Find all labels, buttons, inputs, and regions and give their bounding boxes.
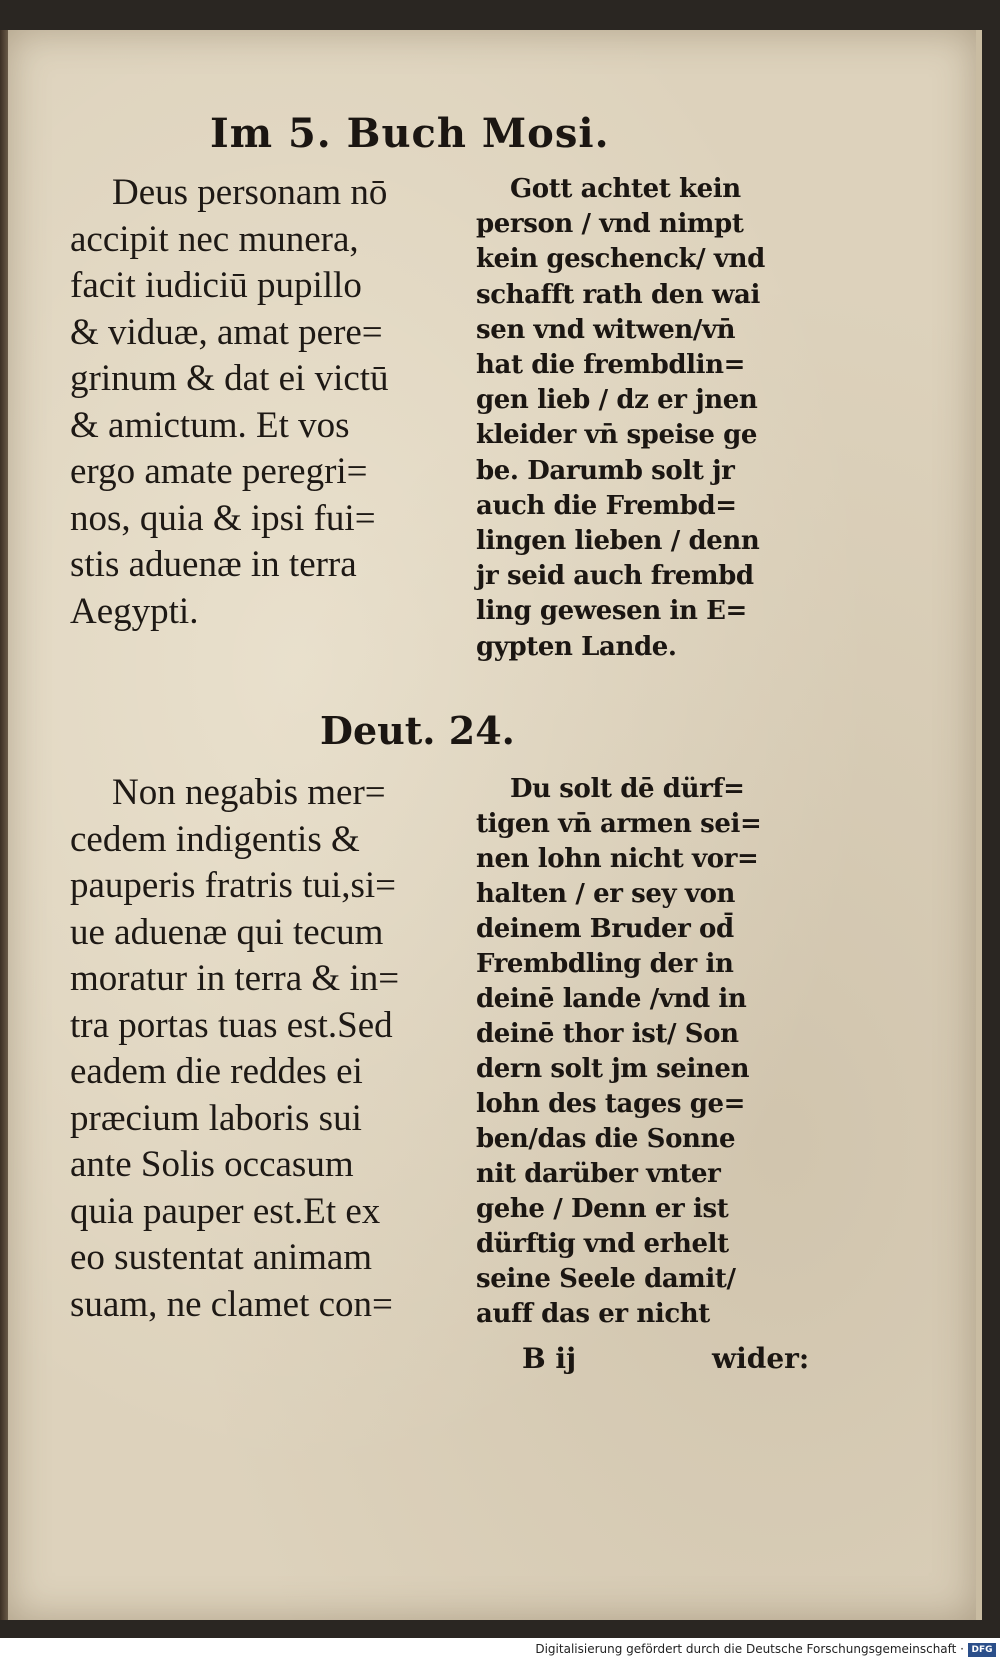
text-line: auff das er nicht <box>476 1299 710 1329</box>
text-line: & viduæ, amat pere= <box>70 311 383 353</box>
footer-bar <box>0 1638 1000 1660</box>
text-line: sen vnd witwen/vn̄ <box>476 314 736 345</box>
text-line: pauperis fratris tui,si= <box>70 865 397 906</box>
signature-mark: B ij <box>522 1342 577 1375</box>
text-line: lingen lieben / denn <box>476 526 760 557</box>
text-line: schafft rath den wai <box>476 279 760 310</box>
text-line: Gott achtet kein <box>510 174 741 204</box>
text-line: tra portas tuas est.Sed <box>70 1004 393 1046</box>
text-line: ergo amate peregri= <box>70 451 368 492</box>
text-line: deinem Bruder od̄ <box>476 914 734 944</box>
text-line: deinē thor ist/ Son <box>476 1019 739 1049</box>
text-line: eo sustentat animam <box>70 1237 373 1278</box>
text-line: ue aduenæ qui tecum <box>70 911 384 953</box>
text-line: seine Seele damit/ <box>476 1264 736 1294</box>
text-line: hat die frembdlin= <box>476 350 745 381</box>
section-heading: Deut. 24. <box>320 708 515 753</box>
text-line: præcium laboris sui <box>70 1097 362 1139</box>
text-line: person / vnd nimpt <box>476 209 744 240</box>
text-line: dürftig vnd erhelt <box>476 1229 729 1259</box>
text-line: Du solt dē dürf= <box>510 774 745 804</box>
running-head: Im 5. Buch Mosi. <box>210 110 610 157</box>
text-line: halten / er sey von <box>476 879 736 909</box>
text-line: ante Solis occasum <box>70 1144 354 1185</box>
text-line: auch die Frembd= <box>476 490 737 521</box>
catchword: wider: <box>712 1342 810 1375</box>
text-line: be. Darumb solt jr <box>476 455 735 486</box>
text-line: cedem indigentis & <box>70 818 360 860</box>
text-line: Deus personam nō <box>112 172 388 213</box>
text-line: moratur in terra & in= <box>70 958 400 999</box>
latin-column-section2 <box>70 770 465 1328</box>
text-line: kleider vn̄ speise ge <box>476 420 758 451</box>
text-line: grinum & dat ei victū <box>70 358 389 399</box>
text-line: deinē lande /vnd in <box>476 984 747 1014</box>
text-line: ben/das die Sonne <box>476 1124 736 1154</box>
text-line: nen lohn nicht vor= <box>476 844 759 874</box>
text-line: Non negabis mer= <box>112 772 386 813</box>
text-line: nit darüber vnter <box>476 1159 721 1189</box>
text-line: nos, quia & ipsi fui= <box>70 497 376 539</box>
german-column-section2 <box>476 772 776 1332</box>
text-line: kein geschenck/ vnd <box>476 244 765 275</box>
text-line: facit iudiciū pupillo <box>70 265 362 306</box>
text-line: eadem die reddes ei <box>70 1051 363 1092</box>
text-line: tigen vn̄ armen sei= <box>476 809 762 839</box>
latin-column-section1 <box>70 170 465 635</box>
text-line: gypten Lande. <box>476 631 677 662</box>
text-line: ling gewesen in E= <box>476 596 747 627</box>
dfg-logo: DFG <box>968 1643 996 1657</box>
german-column-section1 <box>476 172 776 665</box>
text-line: stis aduenæ in terra <box>70 544 357 585</box>
text-line: suam, ne clamet con= <box>70 1283 393 1325</box>
text-line: Aegypti. <box>70 590 199 632</box>
text-line: & amictum. Et vos <box>70 404 350 446</box>
text-line: lohn des tages ge= <box>476 1089 746 1119</box>
text-line: gen lieb / dz er jnen <box>476 385 758 416</box>
text-line: quia pauper est.Et ex <box>70 1190 381 1232</box>
text-line: jr seid auch frembd <box>476 561 754 592</box>
text-line: Frembdling der in <box>476 949 734 979</box>
text-line: accipit nec munera, <box>70 218 359 260</box>
text-line: dern solt jm seinen <box>476 1054 750 1084</box>
funding-credit: Digitalisierung gefördert durch die Deutsche Forschungsgemeinschaft · <box>535 1642 964 1656</box>
text-line: gehe / Denn er ist <box>476 1194 729 1224</box>
